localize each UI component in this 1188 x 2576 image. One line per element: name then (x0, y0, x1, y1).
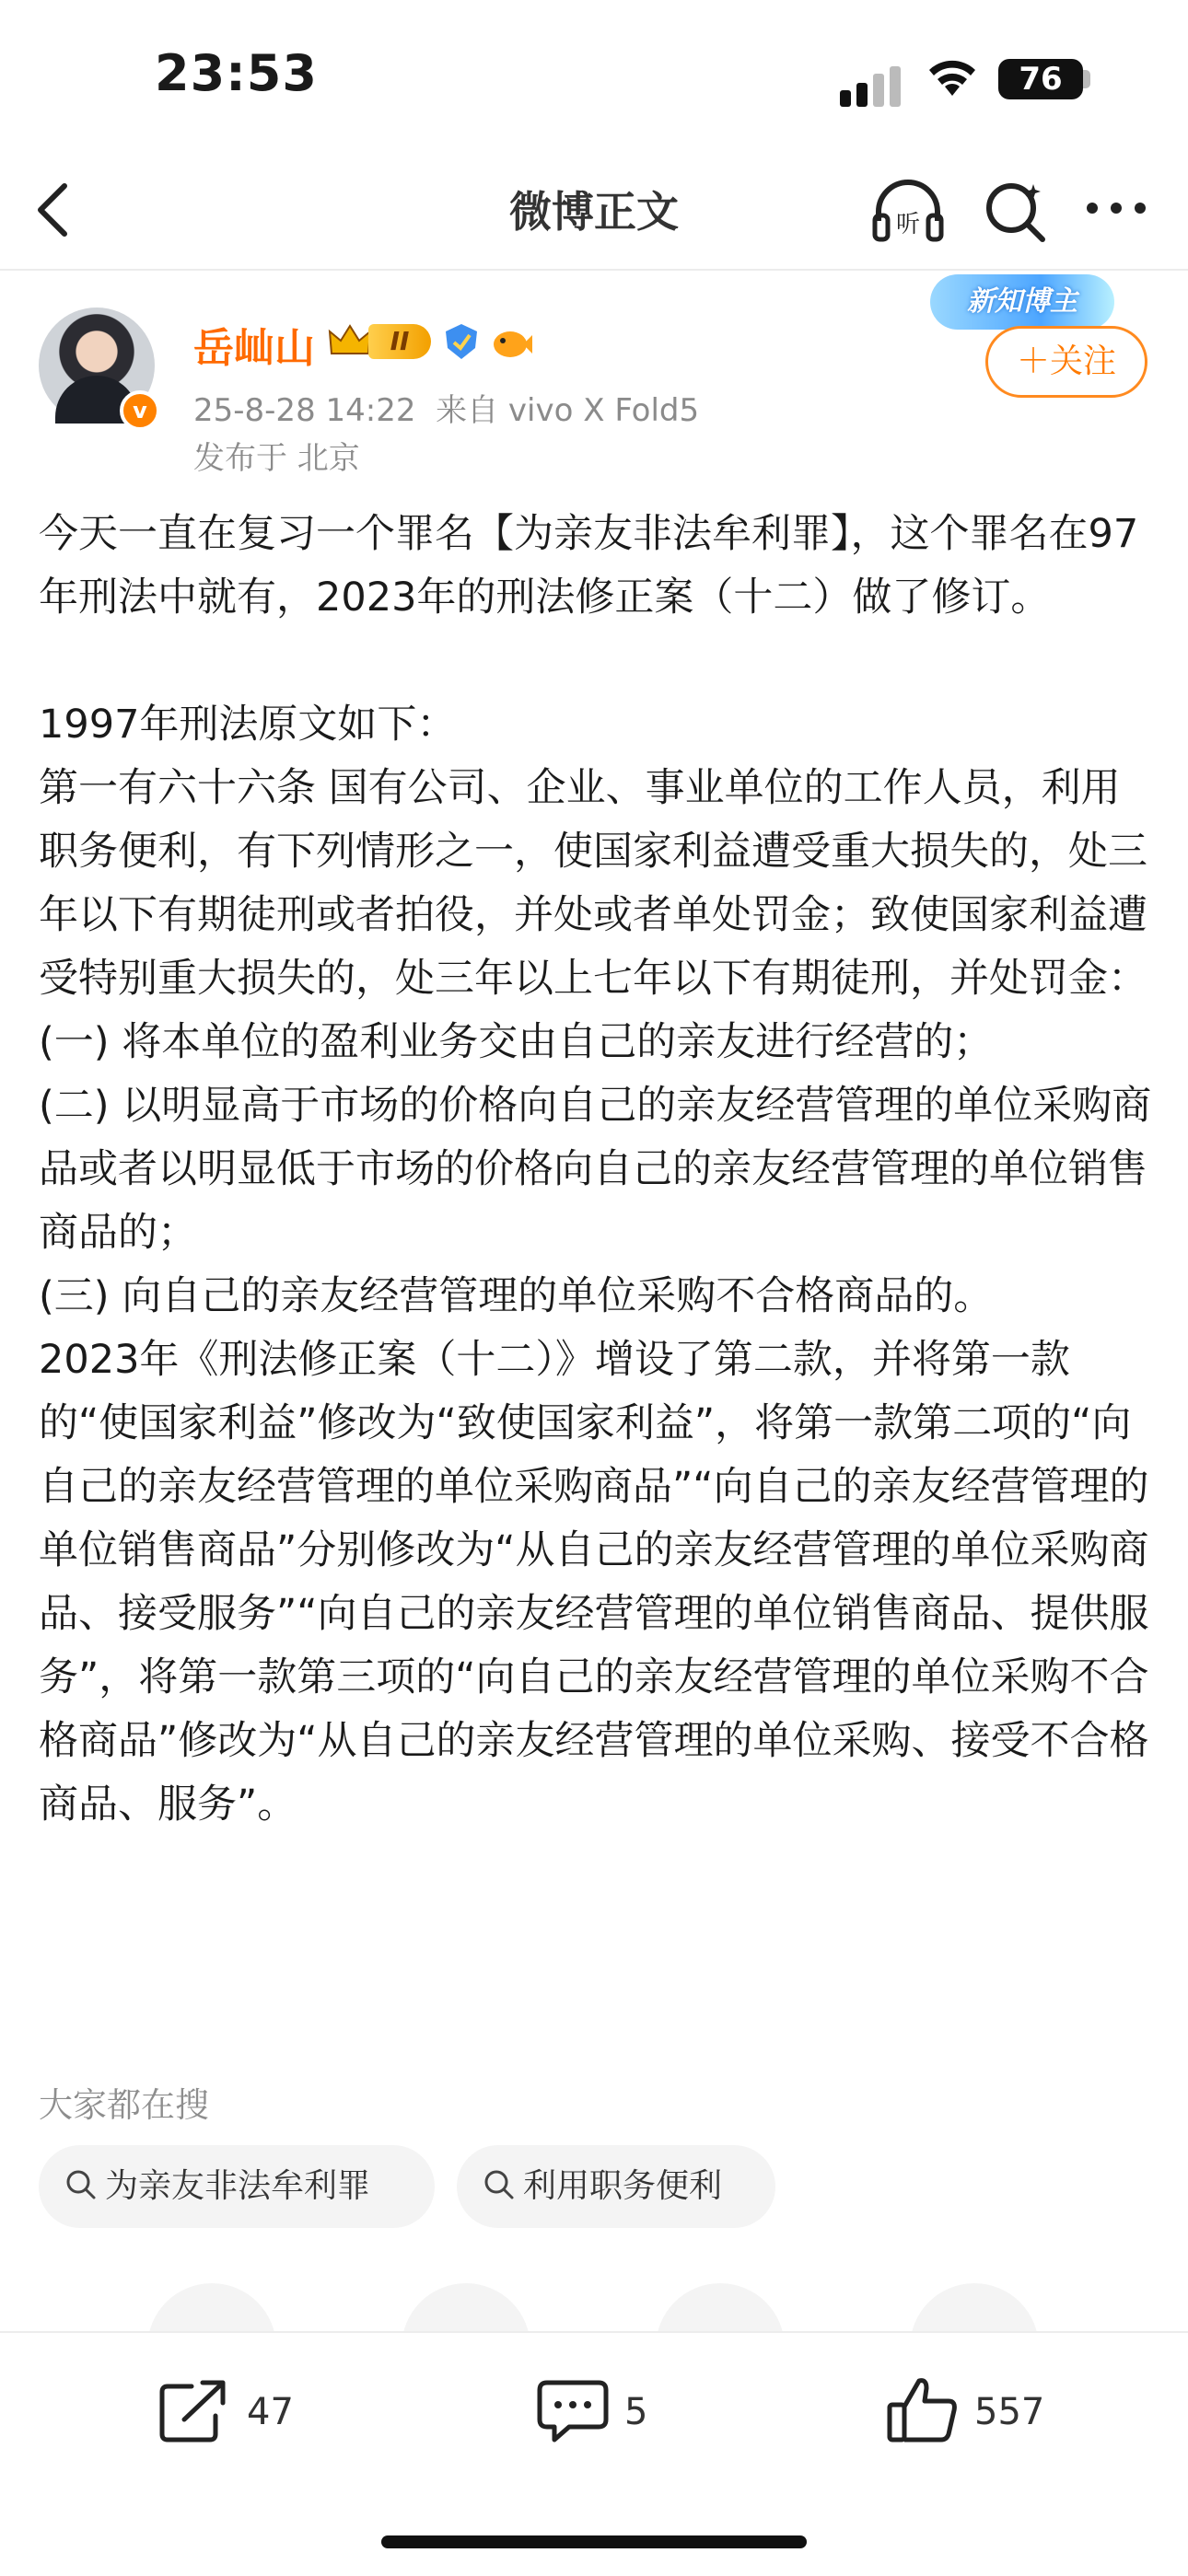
like-button[interactable] (886, 2375, 1044, 2449)
comment-icon (536, 2377, 610, 2443)
post-body (39, 503, 1155, 1837)
post-meta (193, 385, 699, 430)
follow-button[interactable]: ＋关注 (985, 326, 1147, 398)
post-timestamp: 25-8-28 14:22 (193, 392, 416, 429)
share-count: 47 (247, 2391, 294, 2433)
post-paragraph: (一) 将本单位的盈利业务交由自己的亲友进行经营的； (39, 1019, 994, 1065)
svg-text:听: 听 (895, 211, 921, 238)
verified-badge-icon: v (120, 390, 160, 431)
search-chip[interactable] (39, 2145, 435, 2228)
search-chip[interactable] (457, 2145, 775, 2228)
search-icon (483, 2168, 516, 2201)
search-icon (64, 2168, 98, 2201)
post-paragraph (39, 630, 1155, 693)
repost-button[interactable] (158, 2375, 294, 2449)
post-location: 发布于 北京 (193, 440, 360, 477)
cellular-signal-icon (840, 66, 903, 107)
battery-icon: 76 (998, 59, 1083, 99)
post-paragraph: 1997年刑法原文如下： (39, 702, 457, 748)
nav-divider (0, 269, 1188, 271)
post-paragraph: 今天一直在复习一个罪名【为亲友非法牟利罪】，这个罪名在97年刑法中就有，2023年的刑法修正案（十二）做了修订。 (39, 511, 1139, 621)
search-chip-label: 利用职务便利 (523, 2167, 723, 2205)
level-badge: II (368, 324, 431, 359)
suggestions-title: 大家都在搜 (39, 2085, 209, 2125)
more-icon[interactable] (1083, 197, 1149, 219)
post-source: 来自 vivo X Fold5 (436, 392, 700, 429)
thumbs-up-icon (886, 2375, 960, 2445)
new-blogger-badge: 新知博主 (930, 274, 1114, 330)
search-icon[interactable] (980, 177, 1050, 247)
comment-button[interactable] (536, 2375, 647, 2449)
comment-count: 5 (624, 2391, 648, 2433)
fish-badge-icon (490, 324, 532, 361)
search-chip-label: 为亲友非法牟利罪 (105, 2167, 371, 2205)
author-name[interactable]: 岳屾山 (193, 325, 315, 372)
status-time: 23:53 (155, 44, 318, 102)
like-count: 557 (974, 2391, 1045, 2433)
wifi-icon (925, 55, 980, 99)
post-paragraph: 2023年《刑法修正案（十二）》增设了第二款，并将第一款的“使国家利益”修改为“致使国家利益”，将第一款第二项的“向自己的亲友经营管理的单位采购商品”“向自己的亲友经营管理的单位销售商品”分别修改为“从自己的亲友经营管理的单位采购商品、接受服务”“向自己的亲友经营管理的单位销售商品、提供服务”，将第一款第三项的“向自己的亲友经营管理的单位采购不合格商品”修改为“从自己的亲友经营管理的单位采购、接受不合格商品、服务”。 (39, 1337, 1149, 1828)
crown-icon (328, 322, 372, 359)
post-paragraph: 第一有六十六条 国有公司、企业、事业单位的工作人员，利用职务便利，有下列情形之一，使国家利益遭受重大损失的，处三年以下有期徒刑或者拍役，并处或者单处罚金；致使国家利益遭受特别重大损失的，处三年以上七年以下有期徒刑，并处罚金： (39, 765, 1147, 1002)
battery-tip (1083, 70, 1090, 88)
page-title: 微博正文 (509, 187, 679, 237)
shield-badge-icon (442, 322, 481, 361)
share-icon (158, 2377, 232, 2443)
post-paragraph: (三) 向自己的亲友经营管理的单位采购不合格商品的。 (39, 1273, 994, 1319)
home-indicator[interactable] (381, 2535, 807, 2548)
listen-icon[interactable] (869, 175, 947, 245)
post-paragraph: (二) 以明显高于市场的价格向自己的亲友经营管理的单位采购商品或者以明显低于市场的价格向自己的亲友经营管理的单位销售商品的； (39, 1083, 1152, 1256)
